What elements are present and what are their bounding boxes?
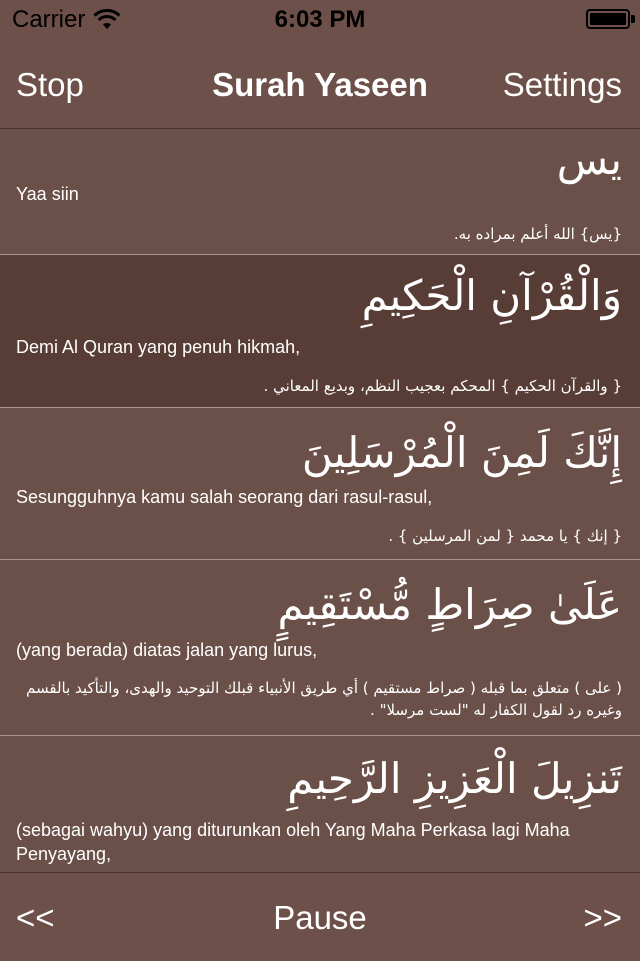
playback-toolbar [0, 872, 640, 961]
battery-icon [586, 9, 630, 29]
ayat-list[interactable] [0, 129, 640, 872]
ayat-row[interactable] [0, 255, 640, 408]
settings-button[interactable]: Settings [502, 66, 622, 103]
verse-translation: Sesungguhnya kamu salah seorang dari rasul-rasul, [16, 487, 433, 507]
carrier-label: Carrier [12, 6, 86, 33]
verse-tafsir: { إنك } يا محمد { لمن المرسلين } . [388, 527, 622, 545]
verse-translation: Yaa siin [16, 184, 79, 204]
arabic-verse: عَلَىٰ صِرَاطٍ مُّسْتَقِيمٍ [277, 580, 622, 629]
previous-button[interactable]: << [16, 899, 55, 936]
arabic-verse: وَالْقُرْآنِ الْحَكِيمِ [361, 271, 622, 320]
status-time: 6:03 PM [274, 6, 366, 33]
ayat-row[interactable] [0, 408, 640, 560]
verse-translation: (yang berada) diatas jalan yang lurus, [16, 640, 318, 660]
verse-tafsir: {يس} الله أعلم بمراده به. [453, 225, 622, 243]
ayat-row[interactable] [0, 736, 640, 872]
status-bar [0, 0, 640, 40]
ayat-row[interactable] [0, 129, 640, 255]
page-title: Surah Yaseen [212, 66, 428, 103]
arabic-verse: تَنزِيلَ الْعَزِيزِ الرَّحِيمِ [287, 754, 622, 803]
pause-button[interactable]: Pause [273, 899, 367, 936]
navigation-bar [0, 40, 640, 129]
stop-button[interactable]: Stop [16, 66, 84, 103]
arabic-verse: إِنَّكَ لَمِنَ الْمُرْسَلِينَ [301, 428, 622, 477]
next-button[interactable]: >> [583, 899, 622, 936]
verse-tafsir: { والقرآن الحكيم } المحكم بعجيب النظم، وبديع المعاني . [263, 377, 622, 395]
arabic-verse: يس [556, 135, 622, 184]
verse-translation: (sebagai wahyu) yang diturunkan oleh Yang Maha Perkasa lagi Maha Penyayang, [16, 820, 570, 864]
ayat-row[interactable] [0, 560, 640, 736]
verse-tafsir: ( على ) متعلق بما قبله ( صراط مستقيم ) أي طريق الأنبياء قبلك التوحيد والهدى، والتأكيد بالقسم وغيره رد لقول الكفار له "لست مرسلا" . [26, 679, 622, 719]
verse-translation: Demi Al Quran yang penuh hikmah, [16, 337, 301, 357]
